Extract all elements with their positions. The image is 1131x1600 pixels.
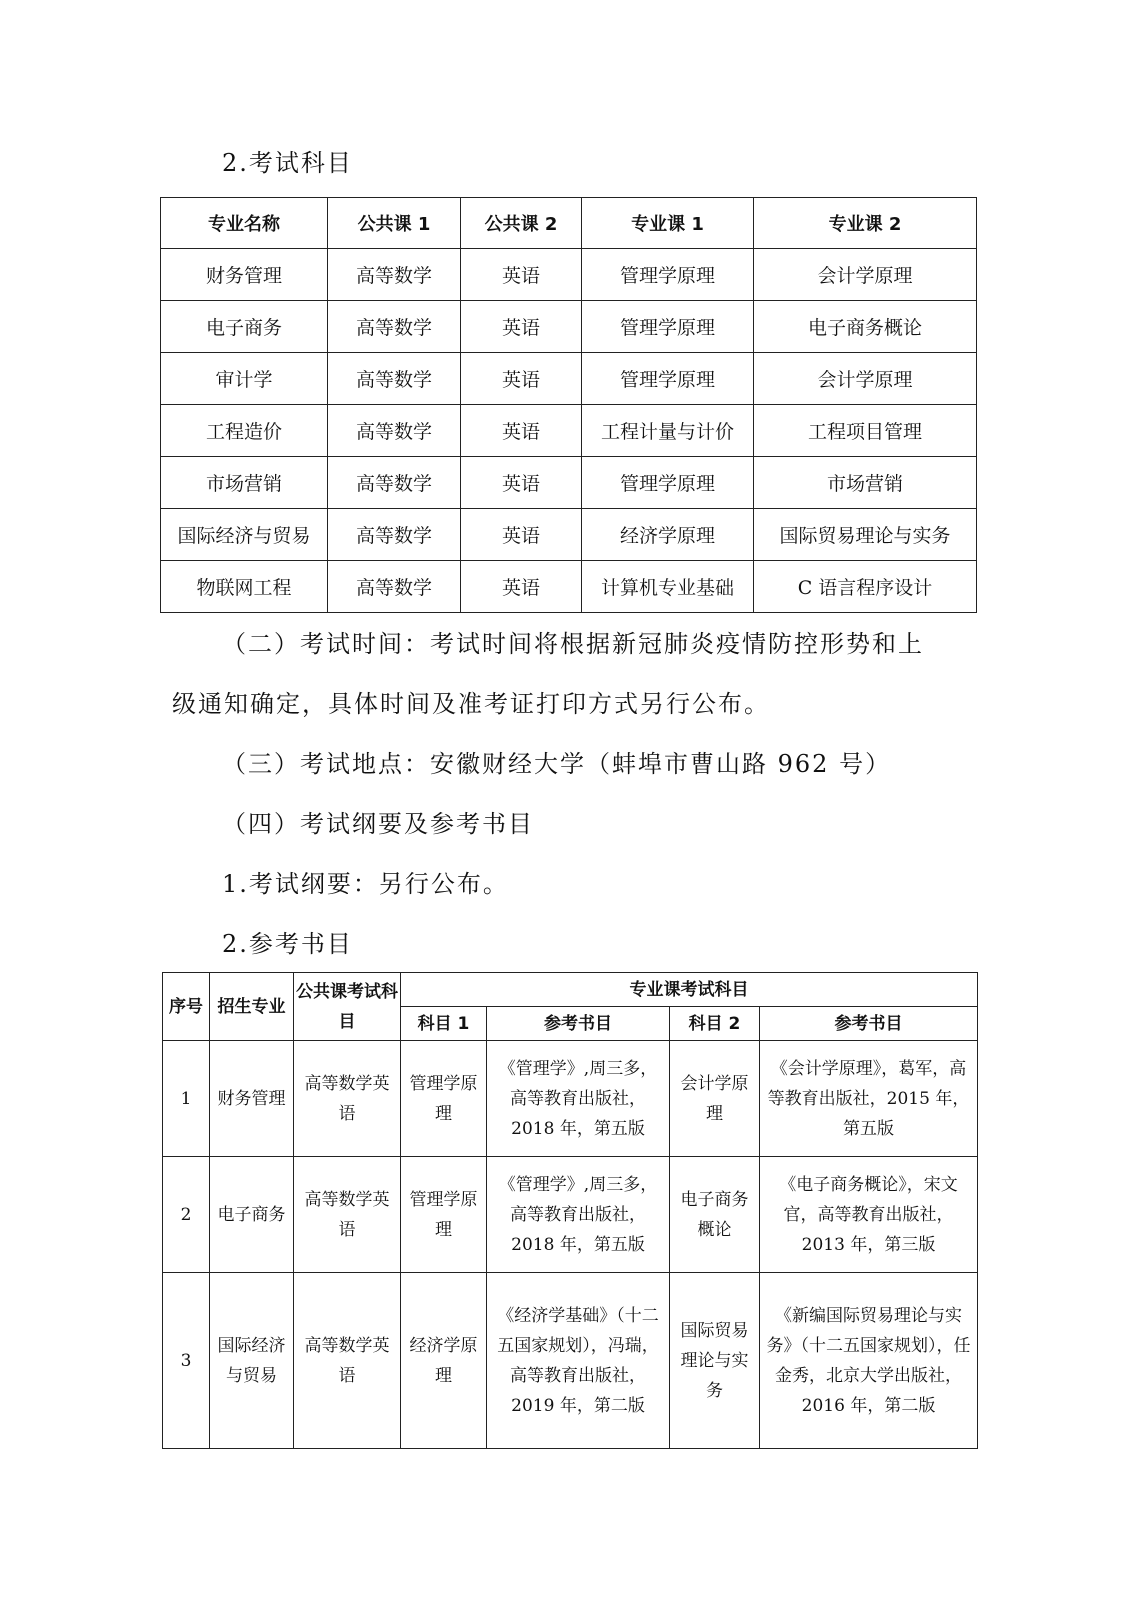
reference-books-heading: 2.参考书目	[222, 930, 353, 958]
table-row	[161, 353, 977, 405]
table-cell: 高等数学	[328, 249, 461, 301]
table-cell: 英语	[461, 561, 582, 613]
row-number: 1	[163, 1041, 210, 1157]
exam-subjects-heading: 2.考试科目	[222, 149, 353, 177]
table-row	[161, 561, 977, 613]
table-cell: 高等数学	[328, 457, 461, 509]
table-cell: 管理学原理	[582, 457, 754, 509]
table-cell: 英语	[461, 405, 582, 457]
row-major: 财务管理	[210, 1041, 294, 1157]
header-major-course-2: 专业课 2	[754, 198, 977, 249]
table-cell: 电子商务概论	[754, 301, 977, 353]
exam-location-paragraph: （三）考试地点：安徽财经大学（蚌埠市曹山路 962 号）	[222, 750, 892, 778]
table-cell: 电子商务	[161, 301, 328, 353]
table-cell: 市场营销	[161, 457, 328, 509]
table-cell: 英语	[461, 509, 582, 561]
syllabus-item: 1.考试纲要：另行公布。	[222, 870, 509, 898]
row-reference-books-2: 《电子商务概论》，宋文官，高等教育出版社，2013 年，第三版	[760, 1157, 978, 1273]
row-major: 国际经济与贸易	[210, 1273, 294, 1449]
table-cell: 会计学原理	[754, 353, 977, 405]
row-major: 电子商务	[210, 1157, 294, 1273]
table-row	[161, 249, 977, 301]
table-row	[163, 1273, 978, 1449]
row-number: 3	[163, 1273, 210, 1449]
row-subject-1: 管理学原理	[401, 1157, 487, 1273]
table-cell: 工程项目管理	[754, 405, 977, 457]
row-subject-1: 经济学原理	[401, 1273, 487, 1449]
table-cell: 英语	[461, 301, 582, 353]
table-header-row	[163, 973, 978, 1007]
row-subject-2: 国际贸易理论与实务	[670, 1273, 760, 1449]
table-row	[161, 457, 977, 509]
table-cell: 计算机专业基础	[582, 561, 754, 613]
row-subject-2: 会计学原理	[670, 1041, 760, 1157]
table-row	[161, 405, 977, 457]
row-subject-1: 管理学原理	[401, 1041, 487, 1157]
row-reference-books-2: 《新编国际贸易理论与实务》（十二五国家规划），任金秀，北京大学出版社，2016 年，第二版	[760, 1273, 978, 1449]
syllabus-heading: （四）考试纲要及参考书目	[222, 810, 534, 838]
exam-time-paragraph-line-1: （二）考试时间：考试时间将根据新冠肺炎疫情防控形势和上	[222, 630, 924, 658]
table-cell: 财务管理	[161, 249, 328, 301]
table-cell: 物联网工程	[161, 561, 328, 613]
table-cell: 英语	[461, 353, 582, 405]
table-cell: 管理学原理	[582, 249, 754, 301]
table-cell: 市场营销	[754, 457, 977, 509]
table-cell: C 语言程序设计	[754, 561, 977, 613]
header-reference-books-2: 参考书目	[760, 1007, 978, 1041]
row-subject-2: 电子商务概论	[670, 1157, 760, 1273]
table-row	[161, 301, 977, 353]
table-cell: 工程造价	[161, 405, 328, 457]
table-cell: 国际经济与贸易	[161, 509, 328, 561]
header-major-name: 专业名称	[161, 198, 328, 249]
exam-time-paragraph-line-2: 级通知确定，具体时间及准考证打印方式另行公布。	[172, 690, 770, 718]
table-row	[163, 1041, 978, 1157]
row-reference-books-1: 《经济学基础》（十二五国家规划），冯瑞，高等教育出版社，2019 年，第二版	[487, 1273, 670, 1449]
table-cell: 高等数学	[328, 353, 461, 405]
header-number: 序号	[163, 973, 210, 1041]
header-subject-2: 科目 2	[670, 1007, 760, 1041]
row-number: 2	[163, 1157, 210, 1273]
header-public-subjects: 公共课考试科目	[294, 973, 401, 1041]
table-cell: 管理学原理	[582, 353, 754, 405]
header-major-exam-subjects: 专业课考试科目	[401, 973, 978, 1007]
row-public-subjects: 高等数学英语	[294, 1273, 401, 1449]
table-cell: 会计学原理	[754, 249, 977, 301]
header-enrollment-major: 招生专业	[210, 973, 294, 1041]
table-cell: 高等数学	[328, 301, 461, 353]
table-row	[161, 509, 977, 561]
table-cell: 英语	[461, 457, 582, 509]
table-cell: 管理学原理	[582, 301, 754, 353]
reference-books-table	[162, 972, 978, 1449]
header-subject-1: 科目 1	[401, 1007, 487, 1041]
header-major-course-1: 专业课 1	[582, 198, 754, 249]
row-reference-books-1: 《管理学》,周三多，高等教育出版社，2018 年，第五版	[487, 1041, 670, 1157]
header-public-course-2: 公共课 2	[461, 198, 582, 249]
row-public-subjects: 高等数学英语	[294, 1157, 401, 1273]
table-cell: 经济学原理	[582, 509, 754, 561]
row-reference-books-1: 《管理学》,周三多，高等教育出版社，2018 年，第五版	[487, 1157, 670, 1273]
table-cell: 国际贸易理论与实务	[754, 509, 977, 561]
table-header-row	[161, 198, 977, 249]
exam-subjects-table	[160, 197, 977, 613]
row-public-subjects: 高等数学英语	[294, 1041, 401, 1157]
table-row	[163, 1157, 978, 1273]
table-cell: 高等数学	[328, 509, 461, 561]
header-reference-books-1: 参考书目	[487, 1007, 670, 1041]
table-cell: 高等数学	[328, 561, 461, 613]
table-cell: 英语	[461, 249, 582, 301]
row-reference-books-2: 《会计学原理》，葛军，高等教育出版社，2015 年，第五版	[760, 1041, 978, 1157]
header-public-course-1: 公共课 1	[328, 198, 461, 249]
table-cell: 审计学	[161, 353, 328, 405]
table-cell: 高等数学	[328, 405, 461, 457]
table-cell: 工程计量与计价	[582, 405, 754, 457]
